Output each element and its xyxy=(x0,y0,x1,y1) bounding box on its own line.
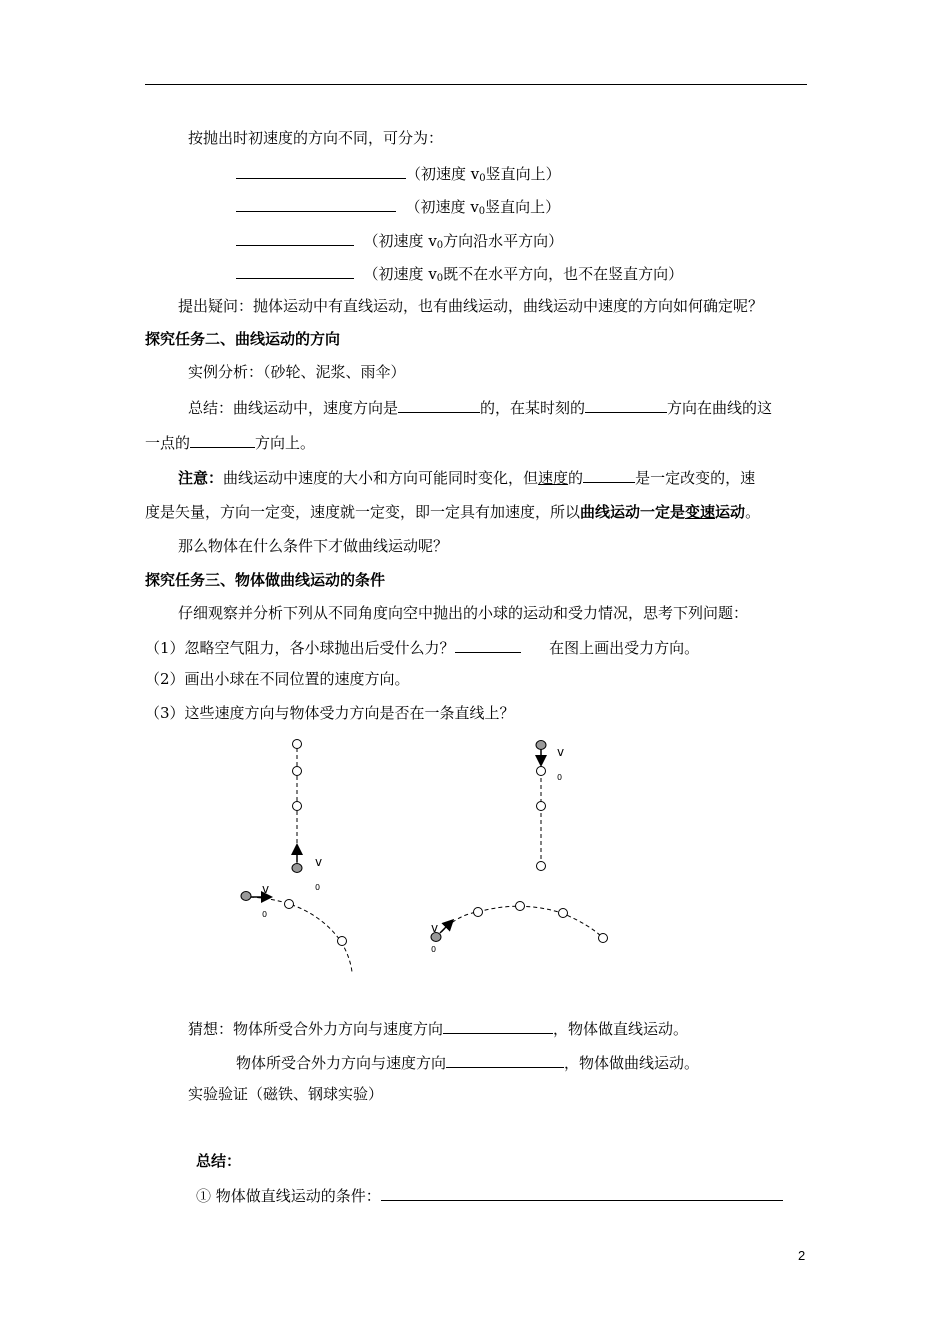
oblique-path xyxy=(437,906,603,938)
velocity-label: v xyxy=(557,745,565,759)
task3-intro: 仔细观察并分析下列从不同角度向空中抛出的小球的运动和受力情况，思考下列问题： xyxy=(178,604,749,622)
guess-line-1: 猜想：物体所受合外力方向与速度方向 ，物体做直线运动。 xyxy=(188,1017,688,1039)
question-3: （3）这些速度方向与物体受力方向是否在一条直线上？ xyxy=(145,704,515,722)
class-line-2: （初速度 $v_0$竖直向上） xyxy=(236,195,560,222)
ball-marker xyxy=(559,909,568,918)
ball-marker xyxy=(537,862,546,871)
ball-marker xyxy=(537,767,546,776)
velocity-subscript: 0 xyxy=(262,910,268,919)
question-text: 提出疑问：抛体运动中有直线运动，也有曲线运动，曲线运动中速度的方向如何确定呢？ xyxy=(178,297,764,315)
ball-marker xyxy=(599,934,608,943)
ball-start xyxy=(536,741,546,750)
class-line-3: （初速度 $v_0$方向沿水平方向） xyxy=(236,229,563,256)
summary-line-1: 总结：曲线运动中，速度方向是 的，在某时刻的 方向在曲线的这 xyxy=(188,396,772,418)
horizontal-path xyxy=(250,897,352,972)
horizontal-throw-figure xyxy=(241,882,352,972)
ball-marker xyxy=(516,902,525,911)
answer-blank[interactable] xyxy=(446,1051,564,1068)
answer-blank[interactable] xyxy=(443,1017,553,1034)
ball-marker xyxy=(338,937,347,946)
answer-blank[interactable] xyxy=(381,1184,783,1201)
example-text: 实例分析：（砂轮、泥浆、雨伞） xyxy=(188,363,406,381)
lead-text: 那么物体在什么条件下才做曲线运动呢？ xyxy=(178,537,449,555)
summary-line-2: 一点的 方向上。 xyxy=(145,431,315,453)
velocity-arrow xyxy=(440,921,452,933)
velocity-label: v xyxy=(315,855,323,869)
class-line-1: （初速度 $v_0$竖直向上） xyxy=(236,162,561,189)
velocity-label: v xyxy=(262,882,270,896)
guess-line-2: 物体所受合外力方向与速度方向 ，物体做曲线运动。 xyxy=(236,1051,699,1073)
velocity-subscript: 0 xyxy=(315,883,321,892)
velocity-subscript: 0 xyxy=(557,773,563,782)
question-1: （1）忽略空气阻力，各小球抛出后受什么力？ 在图上画出受力方向。 xyxy=(145,636,699,658)
note-line-2: 度是矢量，方向一定变，速度就一定变，即一定具有加速度，所以曲线运动一定是变速运动。 xyxy=(145,503,761,521)
question-2: （2）画出小球在不同位置的速度方向。 xyxy=(145,670,410,688)
ball-start xyxy=(292,864,302,873)
page-number: 2 xyxy=(798,1248,806,1263)
summary-heading: 总结： xyxy=(196,1152,242,1170)
ball-marker xyxy=(293,802,302,811)
experiment-text: 实验验证（磁铁、钢球实验） xyxy=(188,1085,384,1103)
velocity-label: v xyxy=(431,921,439,935)
velocity-subscript: 0 xyxy=(431,945,437,954)
intro-text: 按抛出时初速度的方向不同，可分为： xyxy=(188,129,444,147)
ball-marker xyxy=(293,740,302,749)
downward-throw-figure xyxy=(536,741,564,871)
ball-start xyxy=(241,892,251,901)
oblique-throw-figure xyxy=(431,902,608,955)
class-line-4: （初速度 $v_0$既不在水平方向，也不在竖直方向） xyxy=(236,262,683,289)
upward-throw-figure xyxy=(292,740,322,893)
note-line-1: 注意：曲线运动中速度的大小和方向可能同时变化，但速度的 是一定改变的，速 xyxy=(178,466,755,488)
condition-1: ① 物体做直线运动的条件： xyxy=(196,1184,783,1206)
ball-marker xyxy=(293,767,302,776)
task3-heading: 探究任务三、物体做曲线运动的条件 xyxy=(145,571,386,589)
ball-marker xyxy=(537,802,546,811)
ball-marker xyxy=(474,908,483,917)
ball-marker xyxy=(285,900,294,909)
task2-heading: 探究任务二、曲线运动的方向 xyxy=(145,330,341,348)
